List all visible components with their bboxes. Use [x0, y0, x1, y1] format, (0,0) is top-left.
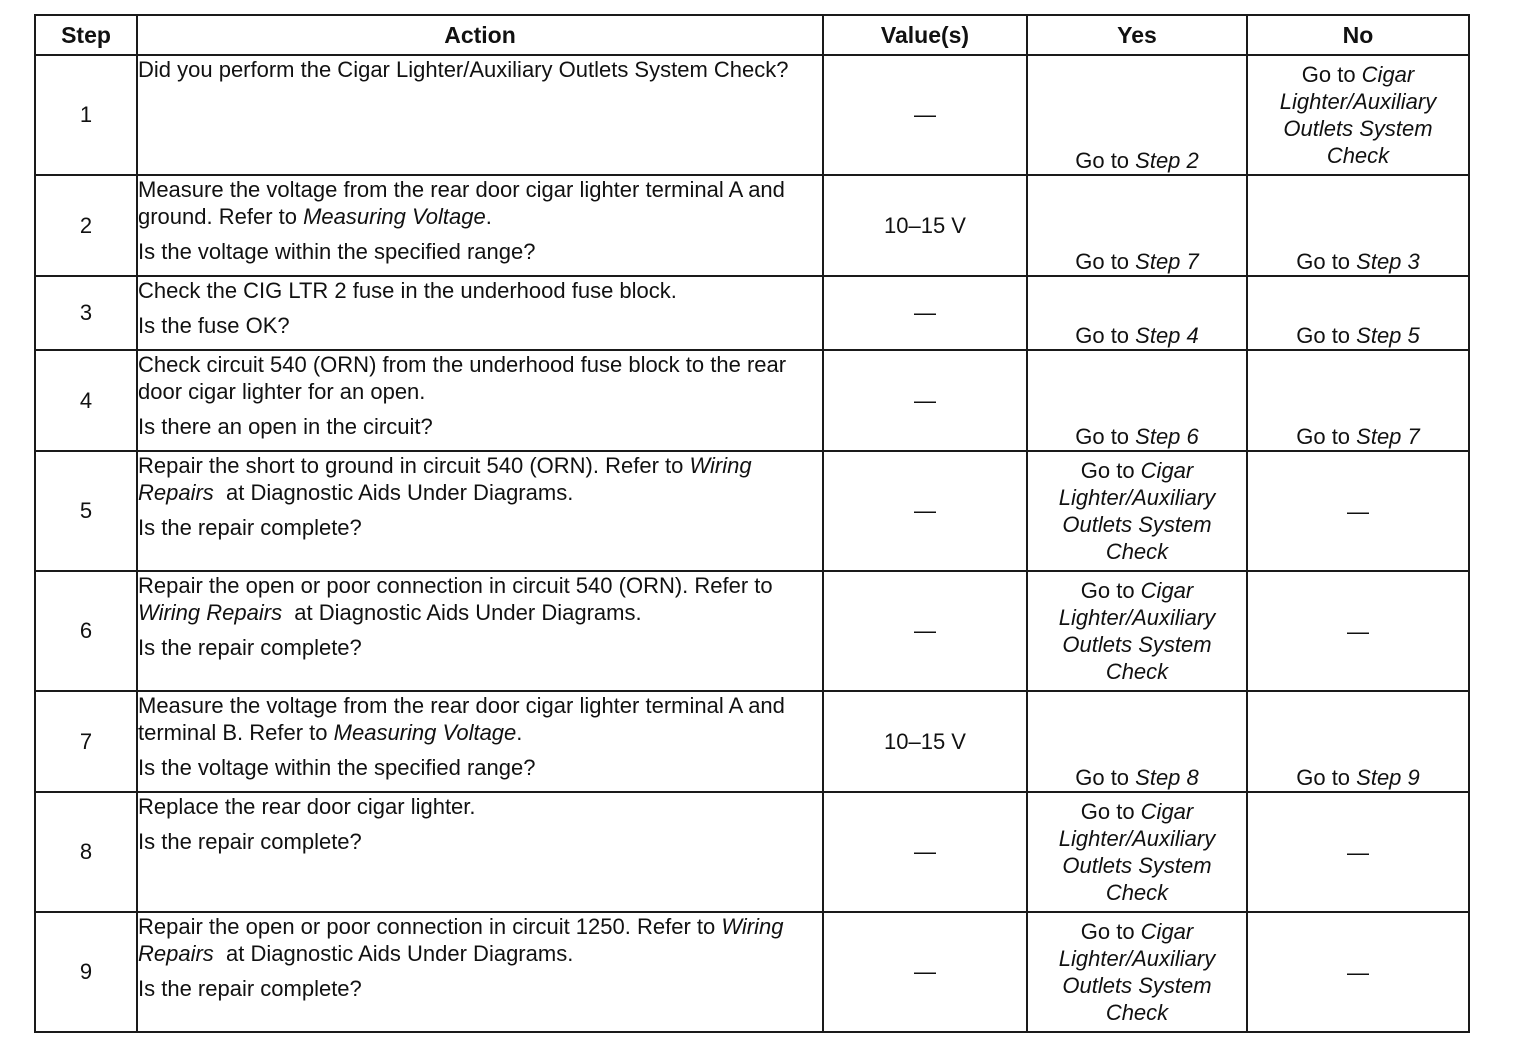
- yes-link[interactable]: Cigar Lighter/Auxiliary Outlets System Check: [1058, 458, 1216, 564]
- action-question: Is the fuse OK?: [138, 313, 290, 338]
- value-cell: 10–15 V: [823, 691, 1027, 792]
- no-cell: [1247, 276, 1469, 350]
- action-question: Is the repair complete?: [138, 829, 362, 854]
- step-number: 4: [35, 350, 137, 451]
- yes-prefix: Go to: [1080, 458, 1141, 483]
- action-text-part: at Diagnostic Aids Under Diagrams.: [213, 941, 574, 966]
- reference-text: Wiring Repairs: [138, 600, 283, 625]
- action-cell: [137, 691, 823, 792]
- yes-link[interactable]: Step 2: [1135, 148, 1199, 173]
- action-text: [138, 572, 822, 626]
- yes-cell: [1027, 792, 1247, 912]
- yes-link[interactable]: Cigar Lighter/Auxiliary Outlets System Check: [1058, 919, 1216, 1025]
- yes-prefix: Go to: [1075, 249, 1136, 274]
- yes-cell: [1027, 691, 1247, 792]
- table-row: [35, 912, 1469, 1032]
- no-link[interactable]: Cigar Lighter/Auxiliary Outlets System Check: [1279, 62, 1437, 168]
- step-number: 5: [35, 451, 137, 571]
- yes-cell: [1027, 55, 1247, 175]
- action-cell: [137, 350, 823, 451]
- table-row: [35, 792, 1469, 912]
- reference-text: Measuring Voltage: [303, 204, 486, 229]
- table-row: [35, 175, 1469, 276]
- step-number: 6: [35, 571, 137, 691]
- no-prefix: Go to: [1296, 424, 1357, 449]
- header-no: No: [1247, 15, 1469, 55]
- value-cell: —: [823, 350, 1027, 451]
- no-cell: [1247, 691, 1469, 792]
- yes-link[interactable]: Cigar Lighter/Auxiliary Outlets System Check: [1058, 799, 1216, 905]
- value-cell: —: [823, 276, 1027, 350]
- diagnostic-table: [34, 14, 1470, 1033]
- yes-cell: [1027, 571, 1247, 691]
- yes-cell: [1027, 350, 1247, 451]
- action-text: [138, 56, 822, 83]
- no-cell: —: [1247, 912, 1469, 1032]
- no-cell: —: [1247, 792, 1469, 912]
- header-action: Action: [137, 15, 823, 55]
- table-row: [35, 350, 1469, 451]
- yes-prefix: Go to: [1080, 919, 1141, 944]
- action-text: [138, 277, 822, 304]
- action-question: Is the repair complete?: [138, 515, 362, 540]
- action-text: [138, 452, 822, 506]
- action-text: [138, 692, 822, 746]
- yes-cell: [1027, 451, 1247, 571]
- reference-text: Wiring Repairs: [138, 914, 790, 966]
- value-cell: —: [823, 55, 1027, 175]
- action-question: Is there an open in the circuit?: [138, 414, 433, 439]
- no-link[interactable]: Step 3: [1356, 249, 1420, 274]
- table-body: [35, 55, 1469, 1032]
- header-step: Step: [35, 15, 137, 55]
- yes-link[interactable]: Step 4: [1135, 323, 1199, 348]
- reference-text: Wiring Repairs: [138, 453, 758, 505]
- yes-link[interactable]: Step 8: [1135, 765, 1199, 790]
- yes-prefix: Go to: [1075, 323, 1136, 348]
- action-cell: [137, 175, 823, 276]
- table-row: [35, 451, 1469, 571]
- step-number: 9: [35, 912, 137, 1032]
- action-cell: [137, 571, 823, 691]
- no-link[interactable]: Step 7: [1356, 424, 1420, 449]
- action-text-part: Repair the open or poor connection in circuit 540 (ORN). Refer to: [138, 573, 779, 598]
- action-text-part: at Diagnostic Aids Under Diagrams.: [213, 480, 574, 505]
- action-question: Is the voltage within the specified range?: [138, 239, 536, 264]
- table-row: [35, 276, 1469, 350]
- no-prefix: Go to: [1296, 323, 1357, 348]
- action-cell: [137, 55, 823, 175]
- action-cell: [137, 912, 823, 1032]
- no-prefix: Go to: [1296, 765, 1357, 790]
- yes-prefix: Go to: [1075, 765, 1136, 790]
- action-text-part: at Diagnostic Aids Under Diagrams.: [282, 600, 642, 625]
- yes-cell: [1027, 276, 1247, 350]
- action-text-part: .: [516, 720, 523, 745]
- table-row: [35, 571, 1469, 691]
- value-cell: —: [823, 792, 1027, 912]
- value-cell: —: [823, 912, 1027, 1032]
- no-cell: —: [1247, 451, 1469, 571]
- yes-link[interactable]: Step 6: [1135, 424, 1199, 449]
- yes-prefix: Go to: [1075, 148, 1136, 173]
- no-link[interactable]: Step 5: [1356, 323, 1420, 348]
- yes-prefix: Go to: [1080, 799, 1141, 824]
- action-question: Is the repair complete?: [138, 635, 362, 660]
- action-text: [138, 176, 822, 230]
- step-number: 2: [35, 175, 137, 276]
- value-cell: —: [823, 451, 1027, 571]
- action-text-part: Repair the short to ground in circuit 540 (ORN). Refer to: [138, 453, 690, 478]
- action-text-part: Measure the voltage from the rear door cigar lighter terminal A and terminal B. Refer to: [138, 693, 792, 745]
- no-cell: [1247, 175, 1469, 276]
- header-row: [35, 15, 1469, 55]
- value-cell: —: [823, 571, 1027, 691]
- action-text: [138, 793, 822, 820]
- no-link[interactable]: Step 9: [1356, 765, 1420, 790]
- yes-link[interactable]: Step 7: [1135, 249, 1199, 274]
- action-text: [138, 913, 822, 967]
- yes-cell: [1027, 175, 1247, 276]
- yes-link[interactable]: Cigar Lighter/Auxiliary Outlets System Check: [1058, 578, 1216, 684]
- action-cell: [137, 276, 823, 350]
- action-cell: [137, 451, 823, 571]
- action-text-part: Did you perform the Cigar Lighter/Auxiliary Outlets System Check?: [138, 57, 789, 82]
- yes-cell: [1027, 912, 1247, 1032]
- no-cell: [1247, 55, 1469, 175]
- action-question: Is the repair complete?: [138, 976, 362, 1001]
- no-prefix: Go to: [1296, 249, 1357, 274]
- step-number: 7: [35, 691, 137, 792]
- action-question: Is the voltage within the specified range?: [138, 755, 536, 780]
- header-yes: Yes: [1027, 15, 1247, 55]
- no-cell: —: [1247, 571, 1469, 691]
- action-text-part: Check the CIG LTR 2 fuse in the underhood fuse block.: [138, 278, 677, 303]
- value-cell: 10–15 V: [823, 175, 1027, 276]
- yes-prefix: Go to: [1080, 578, 1141, 603]
- no-prefix: Go to: [1301, 62, 1362, 87]
- header-values: Value(s): [823, 15, 1027, 55]
- yes-prefix: Go to: [1075, 424, 1136, 449]
- no-cell: [1247, 350, 1469, 451]
- step-number: 8: [35, 792, 137, 912]
- action-text-part: Repair the open or poor connection in circuit 1250. Refer to: [138, 914, 722, 939]
- step-number: 1: [35, 55, 137, 175]
- action-text: [138, 351, 822, 405]
- action-text-part: .: [485, 204, 492, 229]
- action-text-part: Replace the rear door cigar lighter.: [138, 794, 476, 819]
- table-row: [35, 691, 1469, 792]
- reference-text: Measuring Voltage: [333, 720, 517, 745]
- action-text-part: Check circuit 540 (ORN) from the underhood fuse block to the rear door cigar lighter for an open.: [138, 352, 793, 404]
- action-cell: [137, 792, 823, 912]
- step-number: 3: [35, 276, 137, 350]
- table-row: [35, 55, 1469, 175]
- action-text-part: Measure the voltage from the rear door cigar lighter terminal A and ground. Refer to: [138, 177, 792, 229]
